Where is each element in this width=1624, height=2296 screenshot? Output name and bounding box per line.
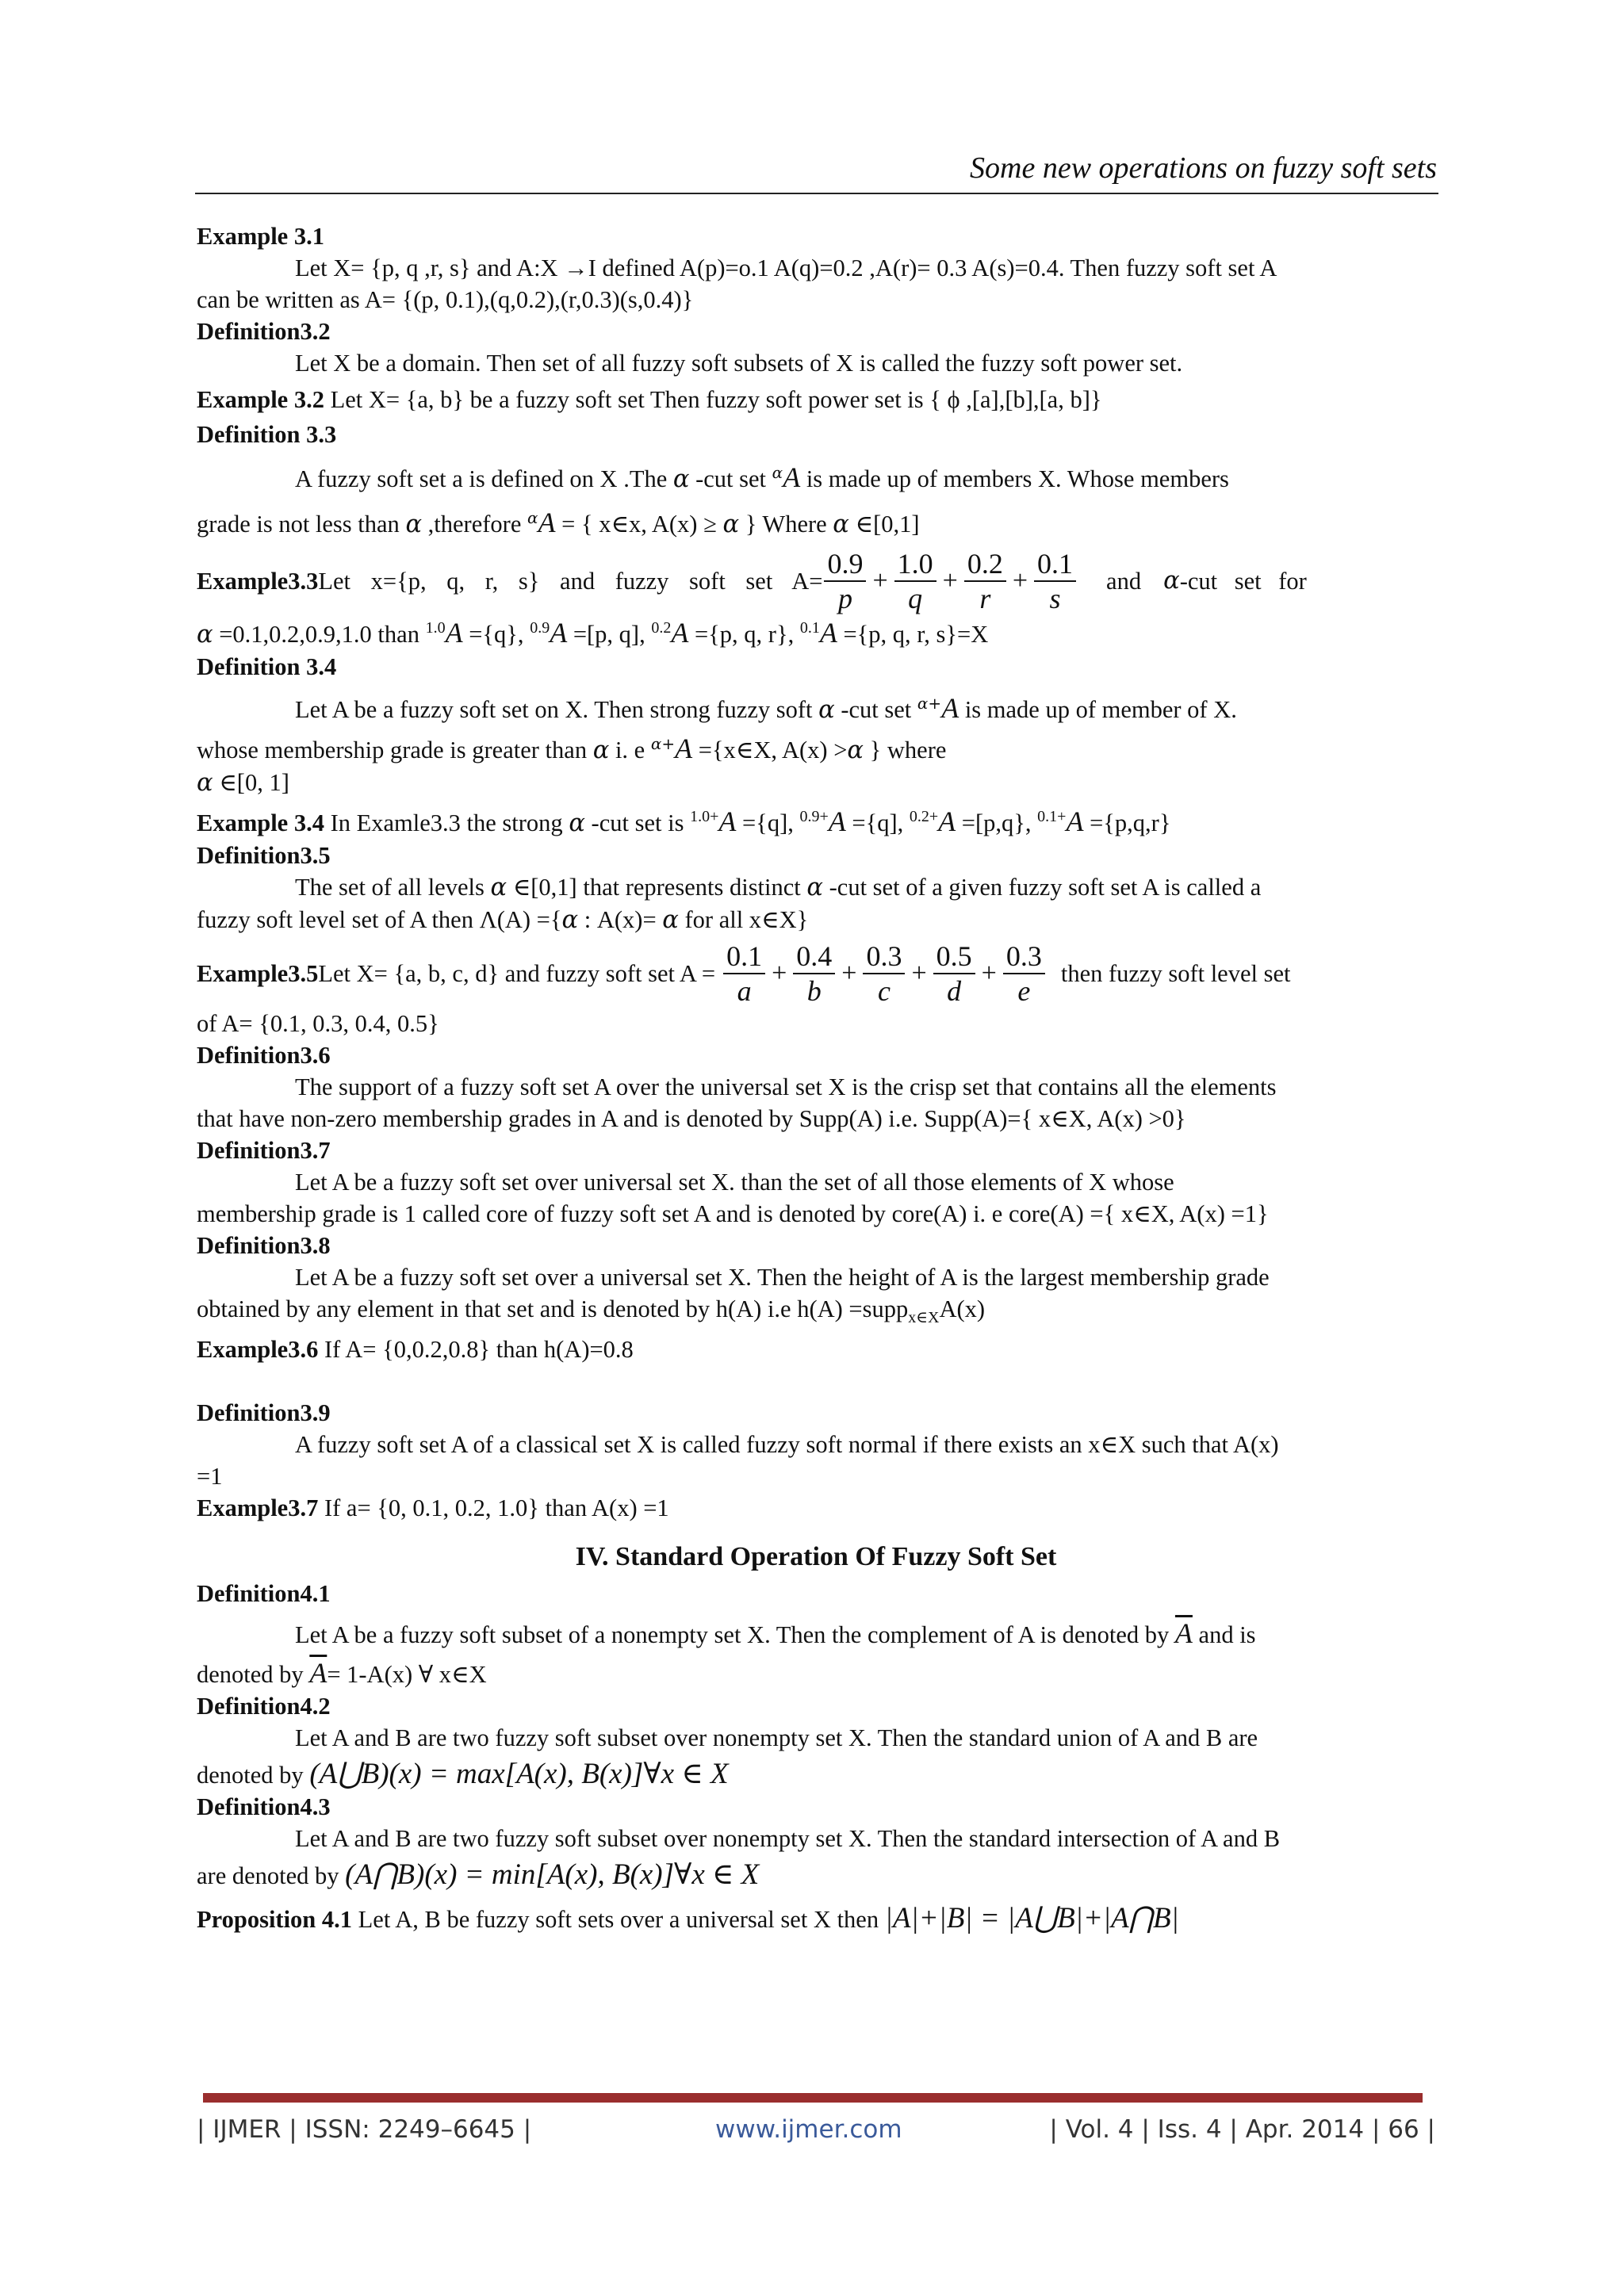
definition-3-6-line2: that have non-zero membership grades in A and is denoted by Supp(A) i.e. Supp(A)={ x∈X, A(x) >0}	[197, 1105, 1186, 1132]
definition-3-6-line1: The support of a fuzzy soft set A over the universal set X is the crisp set that contains all the elements	[295, 1073, 1277, 1100]
footer-bar	[203, 2093, 1423, 2103]
definition-4-1-line2: denoted by $\overline{A}= 1-A(x)$ ∀ x∈X	[197, 1657, 487, 1689]
definition-3-7-line1: Let A be a fuzzy soft set over universal set X. than the set of all those elements of X whose	[295, 1169, 1174, 1196]
intersection-formula: (A⋂B)(x) = min[A(x), B(x)]∀x ∈ X	[345, 1858, 760, 1892]
proposition-4-1-heading: Proposition 4.1	[197, 1906, 353, 1934]
example-3-1-line2: can be written as A= {(p, 0.1),(q,0.2),(r,0.3)(s,0.4)}	[197, 286, 694, 313]
header-rule	[195, 193, 1438, 194]
definition-3-3-line1: A fuzzy soft set a is defined on X .The α -cut set $^\alpha$A is made up of members X. Whose members	[295, 461, 1229, 493]
definition-3-2-text: Let X be a domain. Then set of all fuzzy soft subsets of X is called the fuzzy soft power set.	[295, 350, 1183, 377]
definition-3-5-line1: The set of all levels α ∈[0,1] that represents distinct α -cut set of a given fuzzy soft set A is called a	[295, 874, 1262, 901]
definition-3-9-line1: A fuzzy soft set A of a classical set X is called fuzzy soft normal if there exists an x∈X such that A(x)	[295, 1431, 1279, 1459]
definition-4-3-heading: Definition4.3	[197, 1793, 331, 1821]
example-3-1-line1: Let X= {p, q ,r, s} and A:X →I defined A(p)=o.1 A(q)=0.2 ,A(r)= 0.3 A(s)=0.4. Then fuzzy soft set A	[295, 254, 1277, 281]
definition-3-7-heading: Definition3.7	[197, 1137, 331, 1164]
definition-4-1-heading: Definition4.1	[197, 1580, 331, 1608]
fraction: $\frac{0.2}{r}$	[964, 547, 1006, 615]
definition-3-4-line3: α ∈[0, 1]	[197, 769, 289, 797]
example-3-2-heading: Example 3.2	[197, 386, 324, 413]
fraction: $\frac{0.3}{e}$	[1003, 939, 1045, 1008]
example-3-3-line1: Example3.3 Let x={p, q, r, s} and fuzzy soft set A= $\frac{0.9}{p}$ + $\frac{1.0}{q}$ + $\frac{0.2}{r}$ + $\frac{0.1}{s}$ and α -cut set for	[197, 548, 1307, 614]
union-formula: (A⋃B)(x) = max[A(x), B(x)]∀x ∈ X	[309, 1758, 729, 1791]
fraction: $\frac{0.1}{a}$	[723, 939, 765, 1008]
example-3-3-heading: Example3.3	[197, 568, 319, 595]
definition-4-2-line2: denoted by (A⋃B)(x) = max[A(x), B(x)]∀x ∈ X	[197, 1758, 729, 1791]
section-4-title: IV. Standard Operation Of Fuzzy Soft Set	[575, 1542, 1057, 1572]
definition-3-8-line2: obtained by any element in that set and is denoted by h(A) i.e h(A) =supp$_{x\in X}$A(x)	[197, 1295, 986, 1327]
definition-3-5-heading: Definition3.5	[197, 842, 331, 869]
definition-4-1-line1: Let A be a fuzzy soft subset of a nonempty set X. Then the complement of A is denoted by $\overline{A}$ and is	[295, 1617, 1256, 1650]
proposition-formula: |A|+|B| = |A⋃B|+|A⋂B|	[884, 1902, 1179, 1935]
example-3-7-heading: Example3.7	[197, 1494, 319, 1522]
definition-3-8-line1: Let A be a fuzzy soft set over a universal set X. Then the height of A is the largest membership grade	[295, 1264, 1270, 1291]
definition-3-7-line2: membership grade is 1 called core of fuzzy soft set A and is denoted by core(A) i. e core(A) ={ x∈X, A(x) =1}	[197, 1200, 1269, 1227]
example-3-4: Example 3.4 In Examle3.3 the strong α -cut set is $^{1.0+}$A ={q], $^{0.9+}$A ={q], $^{0.2+}$A =[p,q}, $^{0.1+}$A ={p,q,r}	[197, 806, 1171, 837]
definition-3-4-heading: Definition 3.4	[197, 653, 337, 680]
definition-3-6-heading: Definition3.6	[197, 1042, 331, 1069]
fraction: $\frac{0.5}{d}$	[933, 939, 975, 1008]
definition-4-2-line1: Let A and B are two fuzzy soft subset over nonempty set X. Then the standard union of A and B are	[295, 1724, 1258, 1752]
definition-4-3-line2: are denoted by (A⋂B)(x) = min[A(x), B(x)]∀x ∈ X	[197, 1858, 760, 1892]
example-3-5-line2: of A= {0.1, 0.3, 0.4, 0.5}	[197, 1010, 439, 1037]
definition-4-3-line1: Let A and B are two fuzzy soft subset over nonempty set X. Then the standard intersection of A and B	[295, 1825, 1281, 1853]
definition-3-4-line2: whose membership grade is greater than α i. e $^{\alpha+}$A ={x∈X, A(x) >α } where	[197, 733, 947, 764]
example-3-2	[197, 384, 1435, 415]
example-3-7: Example3.7 If a= {0, 0.1, 0.2, 1.0} than A(x) =1	[197, 1494, 669, 1522]
definition-4-2-heading: Definition4.2	[197, 1693, 331, 1720]
proposition-4-1: Proposition 4.1 Let A, B be fuzzy soft sets over a universal set X then |A|+|B| = |A⋃B|+|A⋂B|	[197, 1902, 1179, 1935]
definition-3-8-heading: Definition3.8	[197, 1232, 331, 1259]
example-3-6-heading: Example3.6	[197, 1336, 319, 1364]
example-3-5-line1: Example3.5 Let X= {a, b, c, d} and fuzzy soft set A = $\frac{0.1}{a}$ + $\frac{0.4}{b}$ + $\frac{0.3}{c}$ + $\frac{0.5}{d}$ + $\frac{0.3}{e}$ then fuzzy soft level set	[197, 940, 1291, 1007]
example-3-5-heading: Example3.5	[197, 960, 319, 987]
footer-volume: | Vol. 4 | Iss. 4 | Apr. 2014 | 66 |	[1049, 2115, 1435, 2144]
example-3-6: Example3.6 If A= {0,0.2,0.8} than h(A)=0.8	[197, 1336, 634, 1364]
definition-3-9-heading: Definition3.9	[197, 1399, 331, 1427]
alpha-symbol: α	[672, 465, 690, 493]
fraction: $\frac{0.9}{p}$	[824, 547, 866, 615]
running-title: Some new operations on fuzzy soft sets	[970, 151, 1437, 185]
example-3-4-heading: Example 3.4	[197, 809, 324, 836]
definition-3-3-line2: grade is not less than α ,therefore $^\alpha$A = { x∈x, A(x) ≥ α } Where α ∈[0,1]	[197, 507, 920, 538]
example-3-1-heading: Example 3.1	[197, 223, 324, 250]
definition-3-9-line2: =1	[197, 1463, 223, 1490]
alpha-cut-A: A	[783, 461, 801, 493]
example-3-3-line2: α =0.1,0.2,0.9,1.0 than $^{1.0}$A ={q}, $^{0.9}$A =[p, q], $^{0.2}$A ={p, q, r}, $^{0.1}$A ={p, q, r, s}=X	[197, 617, 989, 649]
definition-3-4-line1: Let A be a fuzzy soft set on X. Then strong fuzzy soft α -cut set $^{\alpha+}$A is made up of member of X.	[295, 692, 1237, 724]
definition-3-3-heading: Definition 3.3	[197, 421, 337, 448]
example-3-2-text: Let X= {a, b} be a fuzzy soft set Then fuzzy soft power set is { ϕ ,[a],[b],[a, b]}	[324, 386, 1102, 413]
fraction: $\frac{1.0}{q}$	[894, 547, 936, 615]
fraction: $\frac{0.4}{b}$	[793, 939, 835, 1008]
definition-3-2-heading: Definition3.2	[197, 318, 331, 345]
footer-link[interactable]: www.ijmer.com	[715, 2115, 902, 2144]
definition-3-5-line2: fuzzy soft level set of A then Λ(A) ={α : A(x)= α for all x∈X}	[197, 906, 809, 934]
body-text	[197, 220, 1435, 1935]
fraction: $\frac{0.1}{s}$	[1034, 547, 1076, 615]
fraction: $\frac{0.3}{c}$	[863, 939, 905, 1008]
footer-journal: | IJMER | ISSN: 2249–6645 |	[197, 2115, 532, 2144]
